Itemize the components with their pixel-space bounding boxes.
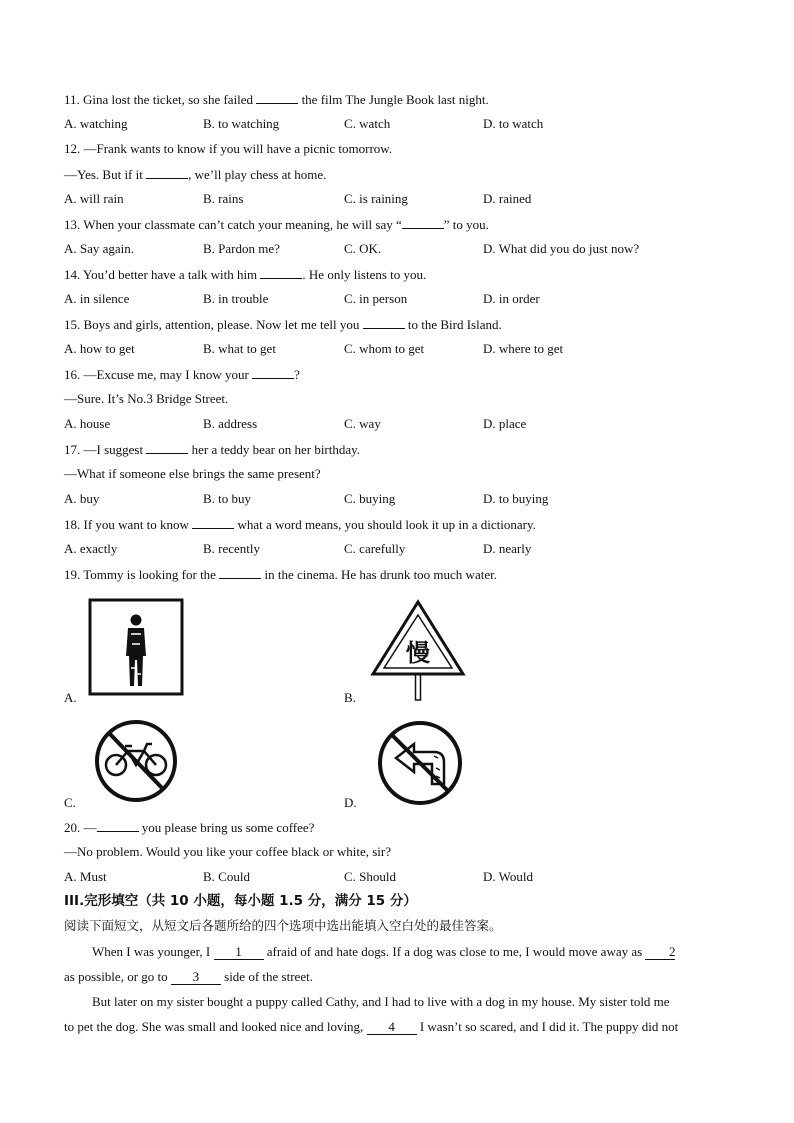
q13-option-c[interactable]: C. OK.: [344, 241, 382, 256]
q19-label-d: D.: [344, 795, 357, 810]
q11-option-c[interactable]: C. watch: [344, 116, 391, 131]
question-15: [64, 316, 502, 333]
question-18-text-post: what a word means, you should look it up in a dictionary.: [234, 517, 536, 532]
cloze-blank-3[interactable]: 3: [171, 970, 221, 985]
question-17-text-post: her a teddy bear on her birthday.: [188, 442, 361, 457]
section-3-heading: III.完形填空（共 10 小题，每小题 1.5 分，满分 15 分）: [64, 893, 417, 909]
question-15-text-post: to the Bird Island.: [404, 317, 502, 332]
q17-option-b[interactable]: B. to buy: [203, 491, 252, 506]
passage-paragraph-1-line-1: [64, 944, 730, 960]
q11-option-a[interactable]: A. watching: [64, 116, 128, 131]
passage-text: I wasn’t so scared, and I did it. The puppy did not: [416, 1019, 679, 1034]
q19-label-c: C.: [64, 795, 76, 810]
answer-blank: [219, 566, 261, 579]
q14-option-a[interactable]: A. in silence: [64, 291, 130, 306]
q11-option-d[interactable]: D. to watch: [483, 116, 544, 131]
question-17-reply: —What if someone else brings the same present?: [64, 466, 321, 481]
q15-option-c[interactable]: C. whom to get: [344, 341, 425, 356]
q20-option-d[interactable]: D. Would: [483, 869, 533, 884]
cloze-blank-4[interactable]: 4: [367, 1020, 417, 1035]
answer-blank: [256, 91, 298, 104]
question-19-text-post: in the cinema. He has drunk too much water.: [261, 567, 497, 582]
q20-option-b[interactable]: B. Could: [203, 869, 250, 884]
question-12: 12. —Frank wants to know if you will have a picnic tomorrow.: [64, 141, 393, 156]
question-14-text-post: . He only listens to you.: [302, 267, 427, 282]
q18-option-b[interactable]: B. recently: [203, 541, 261, 556]
answer-blank: [402, 216, 444, 229]
passage-text: to pet the dog. She was small and looked nice and loving,: [64, 1019, 367, 1034]
q17-option-a[interactable]: A. buy: [64, 491, 100, 506]
question-16-reply: —Sure. It’s No.3 Bridge Street.: [64, 391, 229, 406]
question-13: [64, 216, 489, 233]
question-13-text-pre: 13. When your classmate can’t catch your meaning, he will say “: [64, 217, 402, 232]
question-12-reply-pre: —Yes. But if it: [64, 167, 147, 182]
question-19: [64, 566, 497, 583]
q15-option-d[interactable]: D. where to get: [483, 341, 564, 356]
slow-sign-character: 慢: [406, 639, 430, 667]
question-20-reply: —No problem. Would you like your coffee black or white, sir?: [64, 844, 392, 859]
q14-option-b[interactable]: B. in trouble: [203, 291, 269, 306]
question-19-text-pre: 19. Tommy is looking for the: [64, 567, 220, 582]
no-left-turn-sign-image[interactable]: [374, 718, 466, 808]
q13-option-d[interactable]: D. What did you do just now?: [483, 241, 640, 256]
question-16-text-pre: 16. —Excuse me, may I know your: [64, 367, 253, 382]
question-17: [64, 441, 360, 458]
toilet-sign-image[interactable]: [88, 598, 184, 696]
q18-option-c[interactable]: C. carefully: [344, 541, 406, 556]
passage-text: side of the street.: [220, 969, 313, 984]
question-13-text-post: ” to you.: [443, 217, 489, 232]
q15-option-a[interactable]: A. how to get: [64, 341, 135, 356]
answer-blank: [260, 266, 302, 279]
q16-option-c[interactable]: C. way: [344, 416, 381, 431]
q12-option-d[interactable]: D. rained: [483, 191, 532, 206]
question-17-text-pre: 17. —I suggest: [64, 442, 147, 457]
q17-option-d[interactable]: D. to buying: [483, 491, 549, 506]
question-15-text-pre: 15. Boys and girls, attention, please. Now let me tell you: [64, 317, 363, 332]
passage-text: When I was younger, I: [92, 944, 214, 959]
cloze-blank-2[interactable]: 2: [645, 945, 675, 960]
answer-blank: [97, 819, 139, 832]
q11-option-b[interactable]: B. to watching: [203, 116, 280, 131]
q13-option-a[interactable]: A. Say again.: [64, 241, 135, 256]
question-18-text-pre: 18. If you want to know: [64, 517, 193, 532]
q20-option-a[interactable]: A. Must: [64, 869, 107, 884]
q14-option-d[interactable]: D. in order: [483, 291, 540, 306]
answer-blank: [146, 166, 188, 179]
question-20-text-post: you please bring us some coffee?: [138, 820, 315, 835]
q16-option-b[interactable]: B. address: [203, 416, 258, 431]
answer-blank: [363, 316, 405, 329]
question-11: [64, 91, 489, 108]
answer-blank: [252, 366, 294, 379]
question-11-text-post: the film The Jungle Book last night.: [298, 92, 489, 107]
question-16: [64, 366, 300, 383]
passage-paragraph-2-line-2: [64, 1019, 730, 1035]
q13-option-b[interactable]: B. Pardon me?: [203, 241, 280, 256]
question-12-reply: [64, 166, 326, 183]
answer-blank: [192, 516, 234, 529]
q16-option-a[interactable]: A. house: [64, 416, 111, 431]
q15-option-b[interactable]: B. what to get: [203, 341, 276, 356]
question-18: [64, 516, 536, 533]
q16-option-d[interactable]: D. place: [483, 416, 527, 431]
question-20-text-pre: 20. —: [64, 820, 97, 835]
answer-blank: [146, 441, 188, 454]
question-20: [64, 819, 314, 836]
question-14: [64, 266, 426, 283]
q14-option-c[interactable]: C. in person: [344, 291, 408, 306]
passage-paragraph-1-line-2: [64, 969, 730, 985]
q19-label-b: B.: [344, 690, 356, 705]
question-11-text-pre: 11. Gina lost the ticket, so she failed: [64, 92, 257, 107]
q20-option-c[interactable]: C. Should: [344, 869, 397, 884]
q18-option-a[interactable]: A. exactly: [64, 541, 118, 556]
q12-option-b[interactable]: B. rains: [203, 191, 244, 206]
no-bicycle-sign-image[interactable]: [92, 718, 180, 804]
q12-option-a[interactable]: A. will rain: [64, 191, 124, 206]
question-14-text-pre: 14. You’d better have a talk with him: [64, 267, 261, 282]
passage-text: as possible, or go to: [64, 969, 171, 984]
cloze-blank-1[interactable]: 1: [214, 945, 264, 960]
question-12-reply-post: , we’ll play chess at home.: [188, 167, 327, 182]
passage-text: afraid of and hate dogs. If a dog was close to me, I would move away as: [263, 944, 646, 959]
q12-option-c[interactable]: C. is raining: [344, 191, 408, 206]
section-3-instruction: 阅读下面短文，从短文后各题所给的四个选项中选出能填入空白处的最佳答案。: [64, 918, 502, 933]
q17-option-c[interactable]: C. buying: [344, 491, 396, 506]
question-16-text-post: ?: [294, 367, 300, 382]
q19-label-a: A.: [64, 690, 77, 705]
slow-sign-image[interactable]: [370, 598, 466, 702]
passage-paragraph-2-line-1: But later on my sister bought a puppy called Cathy, and I had to live with a dog in my house. My sister told me: [92, 994, 670, 1009]
q18-option-d[interactable]: D. nearly: [483, 541, 532, 556]
